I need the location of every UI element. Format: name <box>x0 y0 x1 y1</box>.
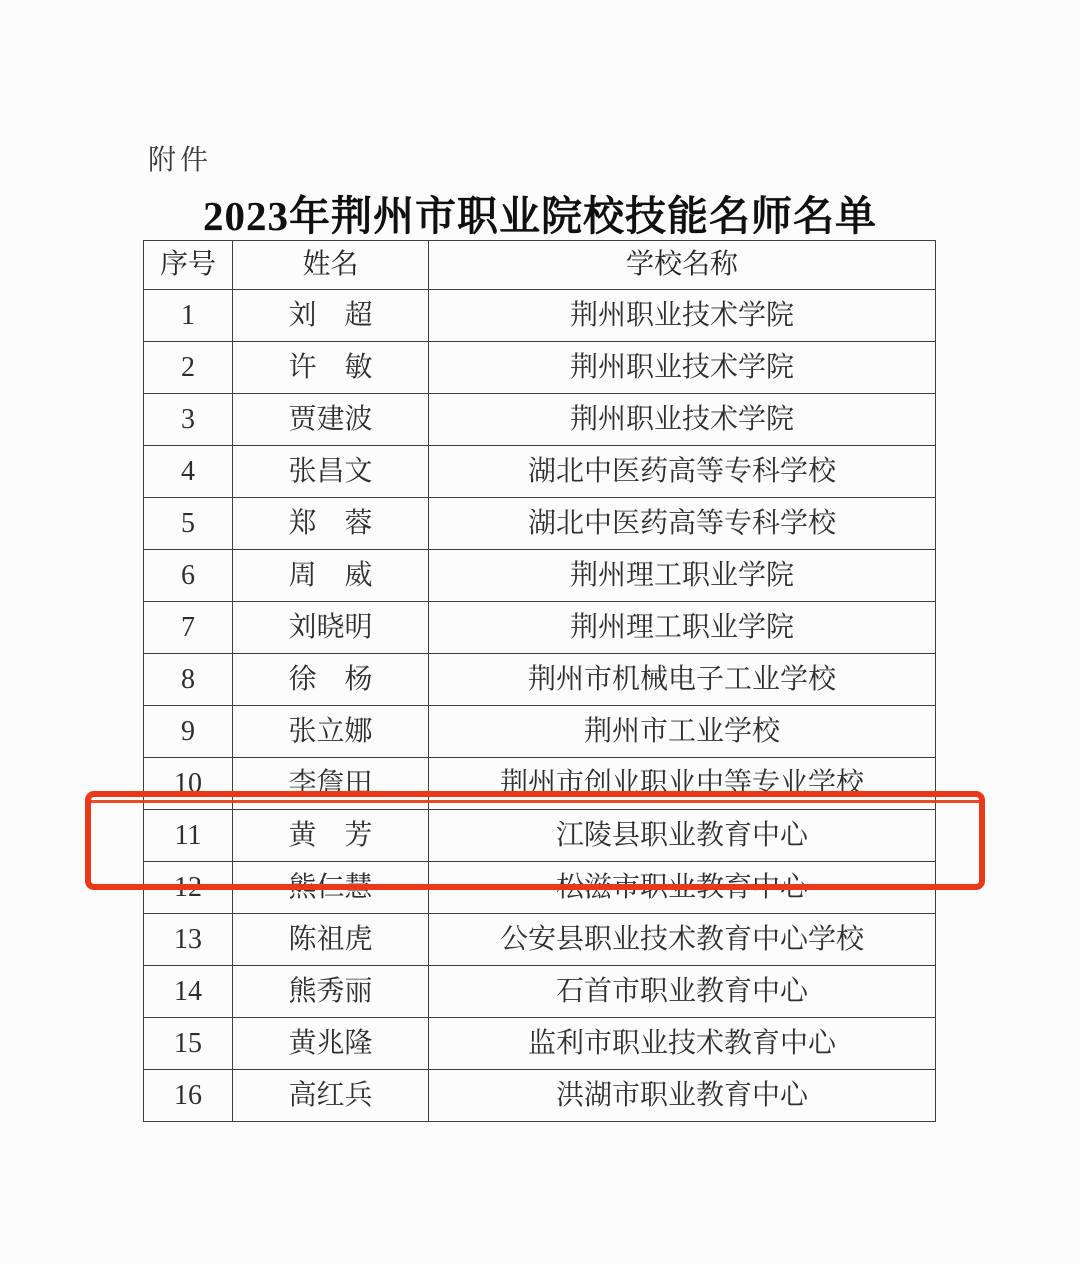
cell-name: 熊仁慧 <box>233 862 429 914</box>
table-row <box>144 550 936 602</box>
table-row <box>144 342 936 394</box>
table-row <box>144 290 936 342</box>
cell-school: 荆州理工职业学院 <box>429 602 936 654</box>
cell-name: 刘 超 <box>233 290 429 342</box>
col-header-school: 学校名称 <box>429 241 936 290</box>
cell-name: 黄 芳 <box>233 810 429 862</box>
cell-no: 2 <box>144 342 233 394</box>
cell-no: 12 <box>144 862 233 914</box>
cell-school: 湖北中医药高等专科学校 <box>429 498 936 550</box>
cell-school: 松滋市职业教育中心 <box>429 862 936 914</box>
cell-name: 刘晓明 <box>233 602 429 654</box>
cell-no: 3 <box>144 394 233 446</box>
table-row <box>144 654 936 706</box>
table-row <box>144 446 936 498</box>
cell-name: 郑 蓉 <box>233 498 429 550</box>
cell-no: 11 <box>144 810 233 862</box>
cell-name: 徐 杨 <box>233 654 429 706</box>
cell-name: 陈祖虎 <box>233 914 429 966</box>
cell-school: 荆州市机械电子工业学校 <box>429 654 936 706</box>
cell-no: 10 <box>144 758 233 810</box>
cell-school: 荆州市工业学校 <box>429 706 936 758</box>
cell-name: 周 威 <box>233 550 429 602</box>
cell-school: 江陵县职业教育中心 <box>429 810 936 862</box>
col-header-no: 序号 <box>144 241 233 290</box>
cell-no: 9 <box>144 706 233 758</box>
cell-school: 荆州职业技术学院 <box>429 394 936 446</box>
cell-name: 熊秀丽 <box>233 966 429 1018</box>
table-row <box>144 394 936 446</box>
table-row <box>144 1018 936 1070</box>
table-row <box>144 706 936 758</box>
cell-no: 14 <box>144 966 233 1018</box>
cell-school: 荆州理工职业学院 <box>429 550 936 602</box>
cell-school: 荆州职业技术学院 <box>429 290 936 342</box>
cell-name: 张立娜 <box>233 706 429 758</box>
table-row <box>144 862 936 914</box>
cell-school: 荆州市创业职业中等专业学校 <box>429 758 936 810</box>
cell-name: 许 敏 <box>233 342 429 394</box>
cell-no: 13 <box>144 914 233 966</box>
col-header-name: 姓名 <box>233 241 429 290</box>
cell-no: 8 <box>144 654 233 706</box>
cell-school: 石首市职业教育中心 <box>429 966 936 1018</box>
cell-name: 李詹田 <box>233 758 429 810</box>
cell-school: 荆州职业技术学院 <box>429 342 936 394</box>
table-row <box>144 602 936 654</box>
teachers-table <box>143 240 936 1122</box>
table-row <box>144 758 936 810</box>
cell-name: 贾建波 <box>233 394 429 446</box>
table-row <box>144 914 936 966</box>
cell-school: 湖北中医药高等专科学校 <box>429 446 936 498</box>
cell-no: 16 <box>144 1070 233 1122</box>
cell-no: 15 <box>144 1018 233 1070</box>
cell-no: 7 <box>144 602 233 654</box>
cell-school: 监利市职业技术教育中心 <box>429 1018 936 1070</box>
cell-name: 黄兆隆 <box>233 1018 429 1070</box>
table-header-row <box>144 241 936 290</box>
cell-no: 4 <box>144 446 233 498</box>
cell-name: 高红兵 <box>233 1070 429 1122</box>
cell-no: 1 <box>144 290 233 342</box>
table-row <box>144 498 936 550</box>
table-row-highlighted <box>144 810 936 862</box>
cell-school: 洪湖市职业教育中心 <box>429 1070 936 1122</box>
attachment-label: 附件 <box>148 145 213 176</box>
cell-no: 5 <box>144 498 233 550</box>
table-row <box>144 1070 936 1122</box>
cell-school: 公安县职业技术教育中心学校 <box>429 914 936 966</box>
cell-no: 6 <box>144 550 233 602</box>
table-row <box>144 966 936 1018</box>
page-title: 2023年荆州市职业院校技能名师名单 <box>203 193 877 239</box>
cell-name: 张昌文 <box>233 446 429 498</box>
